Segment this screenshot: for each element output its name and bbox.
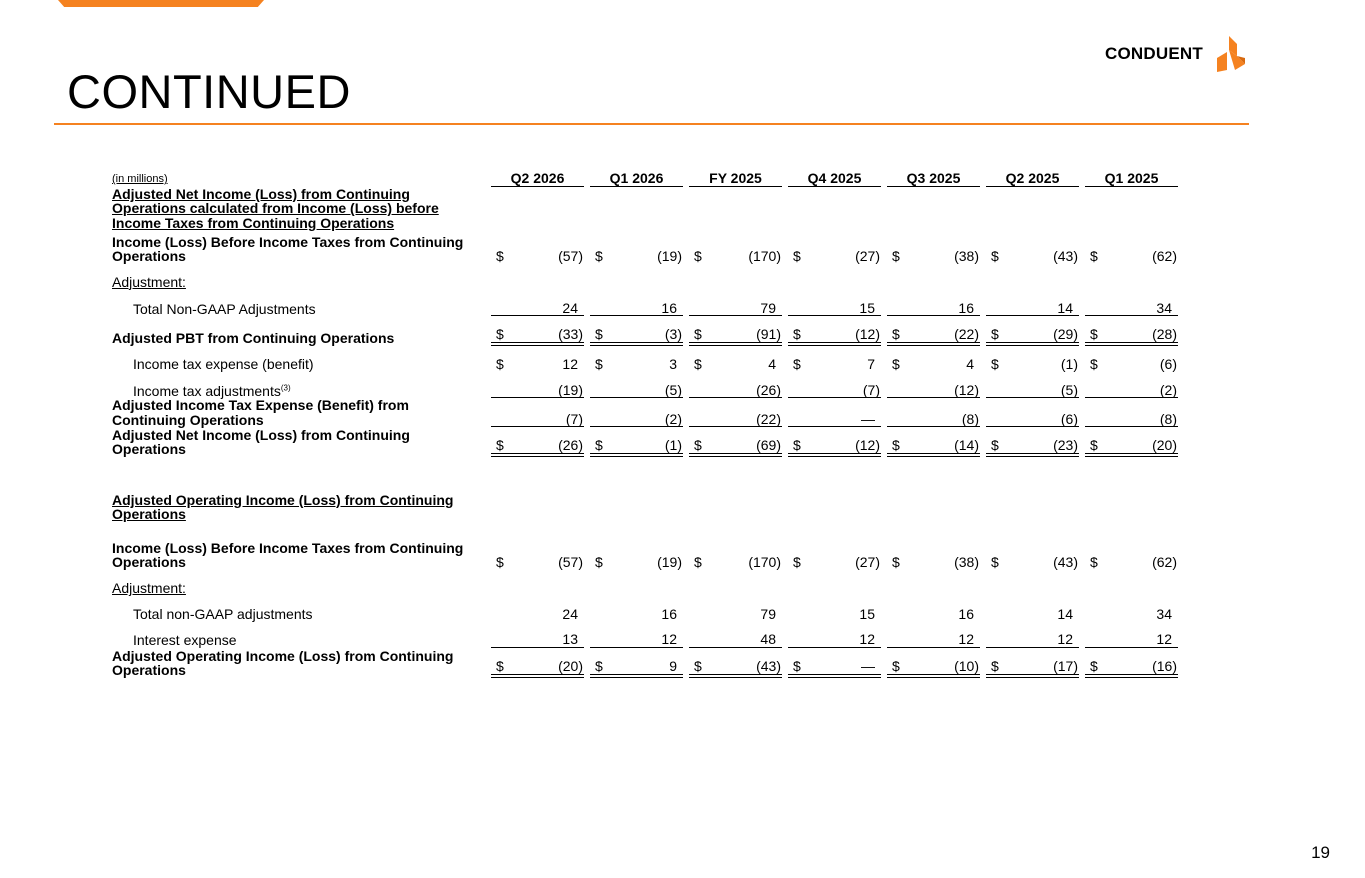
currency-symbol: $	[793, 355, 801, 372]
value-cell	[1085, 398, 1178, 427]
cell-value: 14	[1057, 299, 1073, 316]
currency-symbol: $	[496, 248, 504, 265]
currency-symbol: $	[694, 554, 702, 571]
currency-symbol: $	[1090, 658, 1098, 675]
row-label-text: Adjusted Operating Income (Loss) from Continuing Operations	[112, 491, 454, 523]
table-header-row	[112, 160, 1178, 187]
cell-value: 79	[760, 605, 776, 622]
cell-value: 34	[1156, 299, 1172, 316]
value-cell	[689, 398, 782, 427]
cell-value: (22)	[756, 410, 781, 427]
value-cell	[986, 596, 1079, 622]
row-label-text: Adjusted PBT from Continuing Operations	[112, 330, 395, 347]
value-cell	[986, 371, 1079, 398]
cell-value: 12	[859, 631, 875, 648]
cell-value: (8)	[1159, 410, 1177, 427]
value-cell	[788, 235, 881, 264]
value-cell	[590, 316, 683, 346]
reconciliation-table	[112, 160, 1178, 678]
cell-value: (38)	[954, 554, 979, 571]
cell-value: 15	[859, 605, 875, 622]
cell-value: (5)	[664, 381, 682, 398]
table-row	[112, 316, 1178, 346]
value-cell	[887, 621, 980, 648]
value-cell	[1085, 264, 1178, 290]
cell-value: (57)	[558, 248, 583, 265]
cell-value: (38)	[954, 248, 979, 265]
value-cell	[590, 570, 683, 596]
row-label	[112, 187, 485, 235]
cell-value: (62)	[1152, 248, 1177, 265]
currency-symbol: $	[496, 326, 504, 343]
cell-value: (22)	[954, 326, 979, 343]
value-cell	[590, 371, 683, 398]
table-row	[112, 493, 1178, 541]
value-cell	[887, 371, 980, 398]
value-cell	[491, 457, 584, 493]
currency-symbol: $	[595, 437, 603, 454]
value-cell	[887, 596, 980, 622]
cell-value: (26)	[558, 437, 583, 454]
value-cell	[1085, 427, 1178, 457]
value-cell	[788, 493, 881, 541]
value-cell	[788, 346, 881, 372]
column-header: Q2 2026	[491, 160, 584, 187]
page-number: 19	[1311, 843, 1330, 862]
value-cell	[887, 493, 980, 541]
cell-value: 9	[669, 658, 677, 675]
cell-value: 13	[562, 631, 578, 648]
value-cell	[887, 398, 980, 427]
cell-value: (1)	[664, 437, 682, 454]
currency-symbol: $	[991, 437, 999, 454]
cell-value: (7)	[565, 410, 583, 427]
value-cell	[887, 648, 980, 678]
cell-value: (28)	[1152, 326, 1177, 343]
cell-value: 79	[760, 299, 776, 316]
cell-value: —	[861, 410, 875, 427]
value-cell	[491, 187, 584, 235]
value-cell	[1085, 457, 1178, 493]
row-label	[112, 621, 485, 648]
column-header: Q3 2025	[887, 160, 980, 187]
cell-value: 3	[669, 355, 677, 372]
cell-value: (57)	[558, 554, 583, 571]
value-cell	[788, 648, 881, 678]
row-label-text: Adjusted Net Income (Loss) from Continuing Operations	[112, 426, 410, 458]
logo-text: CONDUENT	[1105, 44, 1203, 63]
table-row	[112, 398, 1178, 427]
value-cell	[788, 316, 881, 346]
cell-value: (17)	[1053, 658, 1078, 675]
cell-value: (6)	[1060, 410, 1078, 427]
row-label	[112, 235, 485, 264]
value-cell	[689, 346, 782, 372]
row-label-text: Income tax adjustments	[133, 382, 281, 399]
value-cell	[590, 493, 683, 541]
currency-symbol: $	[793, 437, 801, 454]
row-label	[112, 264, 485, 290]
value-cell	[590, 289, 683, 316]
currency-symbol: $	[496, 437, 504, 454]
value-cell	[986, 187, 1079, 235]
row-label	[112, 398, 485, 427]
page-title: CONTINUED	[67, 65, 351, 118]
value-cell	[788, 541, 881, 570]
footnote-marker: (3)	[280, 382, 291, 392]
value-cell	[689, 493, 782, 541]
row-label	[112, 427, 485, 457]
table-row	[112, 596, 1178, 622]
cell-value: (10)	[954, 658, 979, 675]
table-row	[112, 235, 1178, 264]
value-cell	[1085, 541, 1178, 570]
value-cell	[1085, 570, 1178, 596]
value-cell	[491, 541, 584, 570]
value-cell	[788, 398, 881, 427]
currency-symbol: $	[595, 658, 603, 675]
row-label	[112, 346, 485, 372]
currency-symbol: $	[991, 554, 999, 571]
value-cell	[986, 570, 1079, 596]
cell-value: 16	[661, 299, 677, 316]
row-label-text: Income (Loss) Before Income Taxes from Continuing Operations	[112, 233, 464, 265]
value-cell	[689, 371, 782, 398]
value-cell	[491, 346, 584, 372]
cell-value: 7	[867, 355, 875, 372]
cell-value: 12	[1156, 631, 1172, 648]
currency-symbol: $	[595, 554, 603, 571]
cell-value: 16	[958, 299, 974, 316]
value-cell	[986, 264, 1079, 290]
cell-value: 24	[562, 605, 578, 622]
cell-value: (43)	[1053, 248, 1078, 265]
value-cell	[491, 427, 584, 457]
column-header: Q2 2025	[986, 160, 1079, 187]
value-cell	[1085, 187, 1178, 235]
value-cell	[986, 541, 1079, 570]
currency-symbol: $	[496, 355, 504, 372]
cell-value: (8)	[961, 410, 979, 427]
currency-symbol: $	[595, 355, 603, 372]
column-header: Q1 2025	[1085, 160, 1178, 187]
value-cell	[590, 621, 683, 648]
cell-value: (33)	[558, 326, 583, 343]
value-cell	[590, 398, 683, 427]
units-label: (in millions)	[112, 173, 168, 186]
row-label-text: Total Non-GAAP Adjustments	[133, 300, 316, 317]
value-cell	[689, 596, 782, 622]
cell-value: 16	[661, 605, 677, 622]
value-cell	[491, 621, 584, 648]
row-label-text: Adjustment:	[112, 273, 186, 290]
value-cell	[590, 648, 683, 678]
value-cell	[689, 427, 782, 457]
cell-value: (23)	[1053, 437, 1078, 454]
value-cell	[1085, 289, 1178, 316]
currency-symbol: $	[694, 437, 702, 454]
cell-value: —	[861, 658, 875, 675]
cell-value: 12	[661, 631, 677, 648]
cell-value: (12)	[855, 326, 880, 343]
row-label-text: Adjusted Net Income (Loss) from Continuing Operations calculated from Income (Loss) before Income Taxes from Continuing Operations	[112, 185, 439, 231]
currency-symbol: $	[1090, 437, 1098, 454]
currency-symbol: $	[496, 554, 504, 571]
value-cell	[491, 371, 584, 398]
column-header: Q4 2025	[788, 160, 881, 187]
value-cell	[491, 398, 584, 427]
value-cell	[491, 289, 584, 316]
currency-symbol: $	[496, 658, 504, 675]
table-row	[112, 648, 1178, 678]
table-row	[112, 570, 1178, 596]
row-label-text: Interest expense	[133, 632, 237, 649]
currency-symbol: $	[694, 248, 702, 265]
currency-symbol: $	[793, 658, 801, 675]
value-cell	[788, 621, 881, 648]
cell-value: (27)	[855, 248, 880, 265]
currency-symbol: $	[892, 326, 900, 343]
value-cell	[491, 493, 584, 541]
row-label	[112, 648, 485, 678]
value-cell	[887, 427, 980, 457]
value-cell	[590, 264, 683, 290]
top-accent-bar	[58, 0, 264, 7]
value-cell	[1085, 621, 1178, 648]
value-cell	[986, 316, 1079, 346]
row-label	[112, 371, 485, 398]
row-label	[112, 457, 485, 493]
cell-value: (3)	[664, 326, 682, 343]
table-row	[112, 621, 1178, 648]
cell-value: (12)	[954, 381, 979, 398]
value-cell	[491, 596, 584, 622]
cell-value: (29)	[1053, 326, 1078, 343]
value-cell	[887, 264, 980, 290]
currency-symbol: $	[892, 554, 900, 571]
value-cell	[887, 570, 980, 596]
value-cell	[887, 541, 980, 570]
table-row	[112, 541, 1178, 570]
title-divider	[54, 123, 1249, 125]
cell-value: 4	[768, 355, 776, 372]
value-cell	[1085, 235, 1178, 264]
table-body	[112, 187, 1178, 678]
cell-value: 12	[1057, 631, 1073, 648]
currency-symbol: $	[991, 355, 999, 372]
value-cell	[1085, 493, 1178, 541]
row-label	[112, 289, 485, 316]
cell-value: (6)	[1159, 355, 1177, 372]
value-cell	[1085, 596, 1178, 622]
value-cell	[590, 541, 683, 570]
cell-value: 24	[562, 299, 578, 316]
value-cell	[887, 346, 980, 372]
value-cell	[887, 457, 980, 493]
value-cell	[986, 427, 1079, 457]
value-cell	[689, 541, 782, 570]
cell-value: 14	[1057, 605, 1073, 622]
currency-symbol: $	[892, 437, 900, 454]
value-cell	[788, 457, 881, 493]
cell-value: (2)	[1159, 381, 1177, 398]
value-cell	[590, 596, 683, 622]
value-cell	[887, 187, 980, 235]
currency-symbol: $	[991, 326, 999, 343]
table-row	[112, 346, 1178, 372]
row-label	[112, 541, 485, 570]
value-cell	[491, 316, 584, 346]
value-cell	[1085, 371, 1178, 398]
value-cell	[689, 289, 782, 316]
value-cell	[986, 493, 1079, 541]
cell-value: 12	[958, 631, 974, 648]
cell-value: (19)	[657, 248, 682, 265]
currency-symbol: $	[793, 554, 801, 571]
cell-value: (12)	[855, 437, 880, 454]
cell-value: (69)	[756, 437, 781, 454]
spacer-row	[112, 457, 1178, 493]
table-row	[112, 264, 1178, 290]
currency-symbol: $	[991, 658, 999, 675]
cell-value: (2)	[664, 410, 682, 427]
value-cell	[887, 316, 980, 346]
value-cell	[689, 316, 782, 346]
row-label	[112, 570, 485, 596]
value-cell	[590, 187, 683, 235]
value-cell	[689, 648, 782, 678]
value-cell	[491, 264, 584, 290]
cell-value: (5)	[1060, 381, 1078, 398]
table-row	[112, 289, 1178, 316]
value-cell	[986, 346, 1079, 372]
cell-value: (7)	[862, 381, 880, 398]
value-cell	[689, 187, 782, 235]
value-cell	[986, 648, 1079, 678]
currency-symbol: $	[892, 248, 900, 265]
row-label-text: Adjusted Operating Income (Loss) from Continuing Operations	[112, 647, 454, 679]
cell-value: (170)	[748, 248, 781, 265]
currency-symbol: $	[1090, 326, 1098, 343]
value-cell	[986, 457, 1079, 493]
row-label-text: Adjusted Income Tax Expense (Benefit) from Continuing Operations	[112, 397, 409, 428]
cell-value: (27)	[855, 554, 880, 571]
value-cell	[986, 289, 1079, 316]
cell-value: (14)	[954, 437, 979, 454]
cell-value: (26)	[756, 381, 781, 398]
logo-mark-icon	[1209, 34, 1249, 74]
value-cell	[986, 621, 1079, 648]
column-header: FY 2025	[689, 160, 782, 187]
value-cell	[689, 264, 782, 290]
value-cell	[1085, 316, 1178, 346]
currency-symbol: $	[595, 248, 603, 265]
currency-symbol: $	[694, 326, 702, 343]
value-cell	[689, 621, 782, 648]
cell-value: (43)	[1053, 554, 1078, 571]
table-row	[112, 427, 1178, 457]
row-label-text: Adjustment:	[112, 580, 186, 596]
column-header: Q1 2026	[590, 160, 683, 187]
currency-symbol: $	[595, 326, 603, 343]
currency-symbol: $	[991, 248, 999, 265]
value-cell	[491, 648, 584, 678]
currency-symbol: $	[793, 326, 801, 343]
value-cell	[887, 289, 980, 316]
value-cell	[986, 398, 1079, 427]
value-cell	[590, 235, 683, 264]
value-cell	[590, 457, 683, 493]
value-cell	[986, 235, 1079, 264]
value-cell	[788, 264, 881, 290]
cell-value: 4	[966, 355, 974, 372]
cell-value: (91)	[756, 326, 781, 343]
currency-symbol: $	[793, 248, 801, 265]
value-cell	[788, 187, 881, 235]
row-label	[112, 596, 485, 622]
currency-symbol: $	[694, 658, 702, 675]
value-cell	[1085, 648, 1178, 678]
currency-symbol: $	[1090, 554, 1098, 571]
value-cell	[689, 570, 782, 596]
value-cell	[689, 235, 782, 264]
currency-symbol: $	[1090, 248, 1098, 265]
cell-value: 34	[1156, 605, 1172, 622]
table-row	[112, 371, 1178, 398]
cell-value: (62)	[1152, 554, 1177, 571]
value-cell	[491, 570, 584, 596]
cell-value: 16	[958, 605, 974, 622]
row-label	[112, 316, 485, 346]
conduent-logo	[1105, 34, 1249, 74]
cell-value: 48	[760, 631, 776, 648]
value-cell	[689, 457, 782, 493]
row-label-text: Total non-GAAP adjustments	[133, 605, 313, 622]
currency-symbol: $	[892, 355, 900, 372]
row-label	[112, 493, 485, 541]
value-cell	[788, 570, 881, 596]
cell-value: (19)	[558, 381, 583, 398]
value-cell	[887, 235, 980, 264]
cell-value: 12	[562, 355, 578, 372]
currency-symbol: $	[1090, 355, 1098, 372]
table-row	[112, 187, 1178, 235]
cell-value: (19)	[657, 554, 682, 571]
cell-value: 15	[859, 299, 875, 316]
cell-value: (20)	[1152, 437, 1177, 454]
value-cell	[590, 346, 683, 372]
value-cell	[788, 427, 881, 457]
cell-value: (1)	[1060, 355, 1078, 372]
currency-symbol: $	[892, 658, 900, 675]
cell-value: (16)	[1152, 658, 1177, 675]
cell-value: (43)	[756, 658, 781, 675]
cell-value: (170)	[748, 554, 781, 571]
value-cell	[491, 235, 584, 264]
value-cell	[1085, 346, 1178, 372]
cell-value: (20)	[558, 658, 583, 675]
currency-symbol: $	[694, 355, 702, 372]
row-label-text: Income tax expense (benefit)	[133, 355, 314, 372]
row-label-text: Income (Loss) Before Income Taxes from Continuing Operations	[112, 539, 464, 571]
value-cell	[788, 596, 881, 622]
value-cell	[788, 289, 881, 316]
value-cell	[788, 371, 881, 398]
value-cell	[590, 427, 683, 457]
